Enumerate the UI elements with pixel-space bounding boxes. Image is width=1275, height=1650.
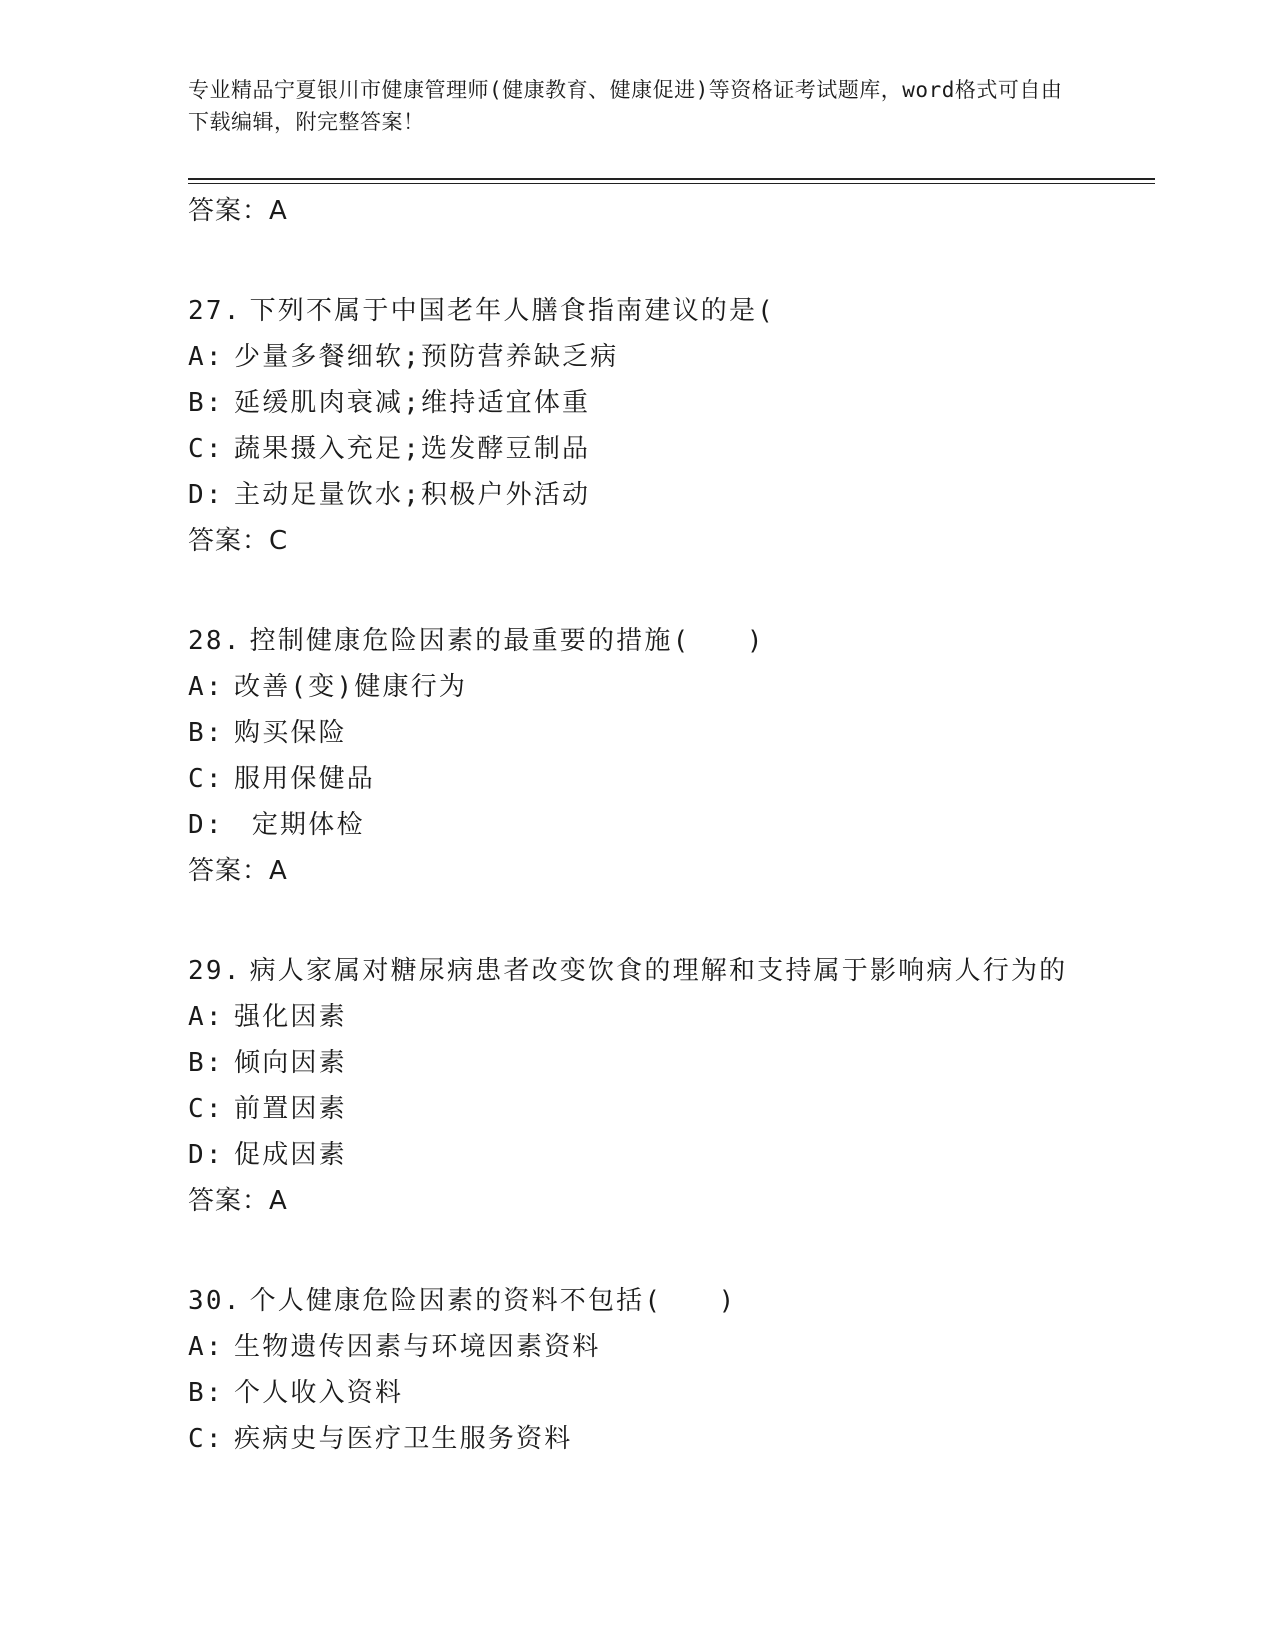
option-text: 服用保健品 [234,764,376,794]
option-c [188,1086,1088,1132]
option-b [188,710,1088,756]
option-key: C: [188,1424,224,1454]
question-stem: 病人家属对糖尿病患者改变饮食的理解和支持属于影响病人行为的 [249,956,1068,986]
question-list [188,188,1088,1462]
option-text: 延缓肌肉衰减;维持适宜体重 [234,388,591,418]
option-key: B: [188,1048,224,1078]
option-b [188,1040,1088,1086]
answer-line [188,1178,1088,1224]
question-28 [188,618,1088,894]
page-header: 专业精品宁夏银川市健康管理师(健康教育、健康促进)等资格证考试题库，word格式可自由下载编辑，附完整答案！ [188,78,1063,134]
option-a [188,334,1088,380]
option-key: C: [188,764,224,794]
option-d [188,1132,1088,1178]
option-key: D: [188,810,224,840]
option-key: A: [188,342,224,372]
answer-value: A [269,856,288,886]
question-number: 28. [188,626,242,656]
option-text: 前置因素 [234,1094,347,1124]
option-key: B: [188,718,224,748]
option-d [188,802,1088,848]
option-c [188,756,1088,802]
option-text: 少量多餐细软;预防营养缺乏病 [234,342,619,372]
question-text [188,948,1088,994]
answer-line [188,188,1088,234]
option-key: D: [188,480,224,510]
option-c [188,426,1088,472]
option-text: 改善(变)健康行为 [234,672,468,702]
answer-label: 答案： [188,856,270,886]
header-rule-thin [188,183,1155,184]
answer-label: 答案： [188,526,270,556]
question-27 [188,288,1088,564]
option-key: D: [188,1140,224,1170]
option-text: 强化因素 [234,1002,347,1032]
header-rule-thick [188,178,1155,180]
option-a [188,664,1088,710]
question-number: 30. [188,1286,242,1316]
option-a [188,994,1088,1040]
option-a [188,1324,1088,1370]
question-text [188,288,1088,334]
option-text: 个人收入资料 [234,1378,404,1408]
question-text [188,1278,1088,1324]
option-text: 倾向因素 [234,1048,347,1078]
option-text: 主动足量饮水;积极户外活动 [234,480,591,510]
answer-value: C [269,526,289,556]
option-key: C: [188,434,224,464]
option-text: 促成因素 [234,1140,347,1170]
question-30 [188,1278,1088,1462]
option-text: 定期体检 [234,810,365,840]
option-b [188,380,1088,426]
option-b [188,1370,1088,1416]
question-number: 27. [188,296,242,326]
option-text: 蔬果摄入充足;选发酵豆制品 [234,434,591,464]
question-29 [188,948,1088,1224]
option-key: A: [188,1332,224,1362]
answer-line [188,518,1088,564]
answer-label: 答案： [188,1186,270,1216]
option-c [188,1416,1088,1462]
answer-label: 答案： [188,196,270,226]
option-text: 疾病史与医疗卫生服务资料 [234,1424,573,1454]
answer-value: A [269,1186,288,1216]
option-text: 生物遗传因素与环境因素资料 [234,1332,601,1362]
option-key: B: [188,388,224,418]
option-text: 购买保险 [234,718,347,748]
option-key: A: [188,1002,224,1032]
option-d [188,472,1088,518]
question-stem: 下列不属于中国老年人膳食指南建议的是( [249,296,776,326]
question-number: 29. [188,956,242,986]
option-key: B: [188,1378,224,1408]
question-stem: 控制健康危险因素的最重要的措施( ) [249,626,765,656]
answer-line [188,848,1088,894]
question-stem: 个人健康危险因素的资料不包括( ) [249,1286,737,1316]
option-key: C: [188,1094,224,1124]
question-text [188,618,1088,664]
answer-value: A [269,196,288,226]
option-key: A: [188,672,224,702]
